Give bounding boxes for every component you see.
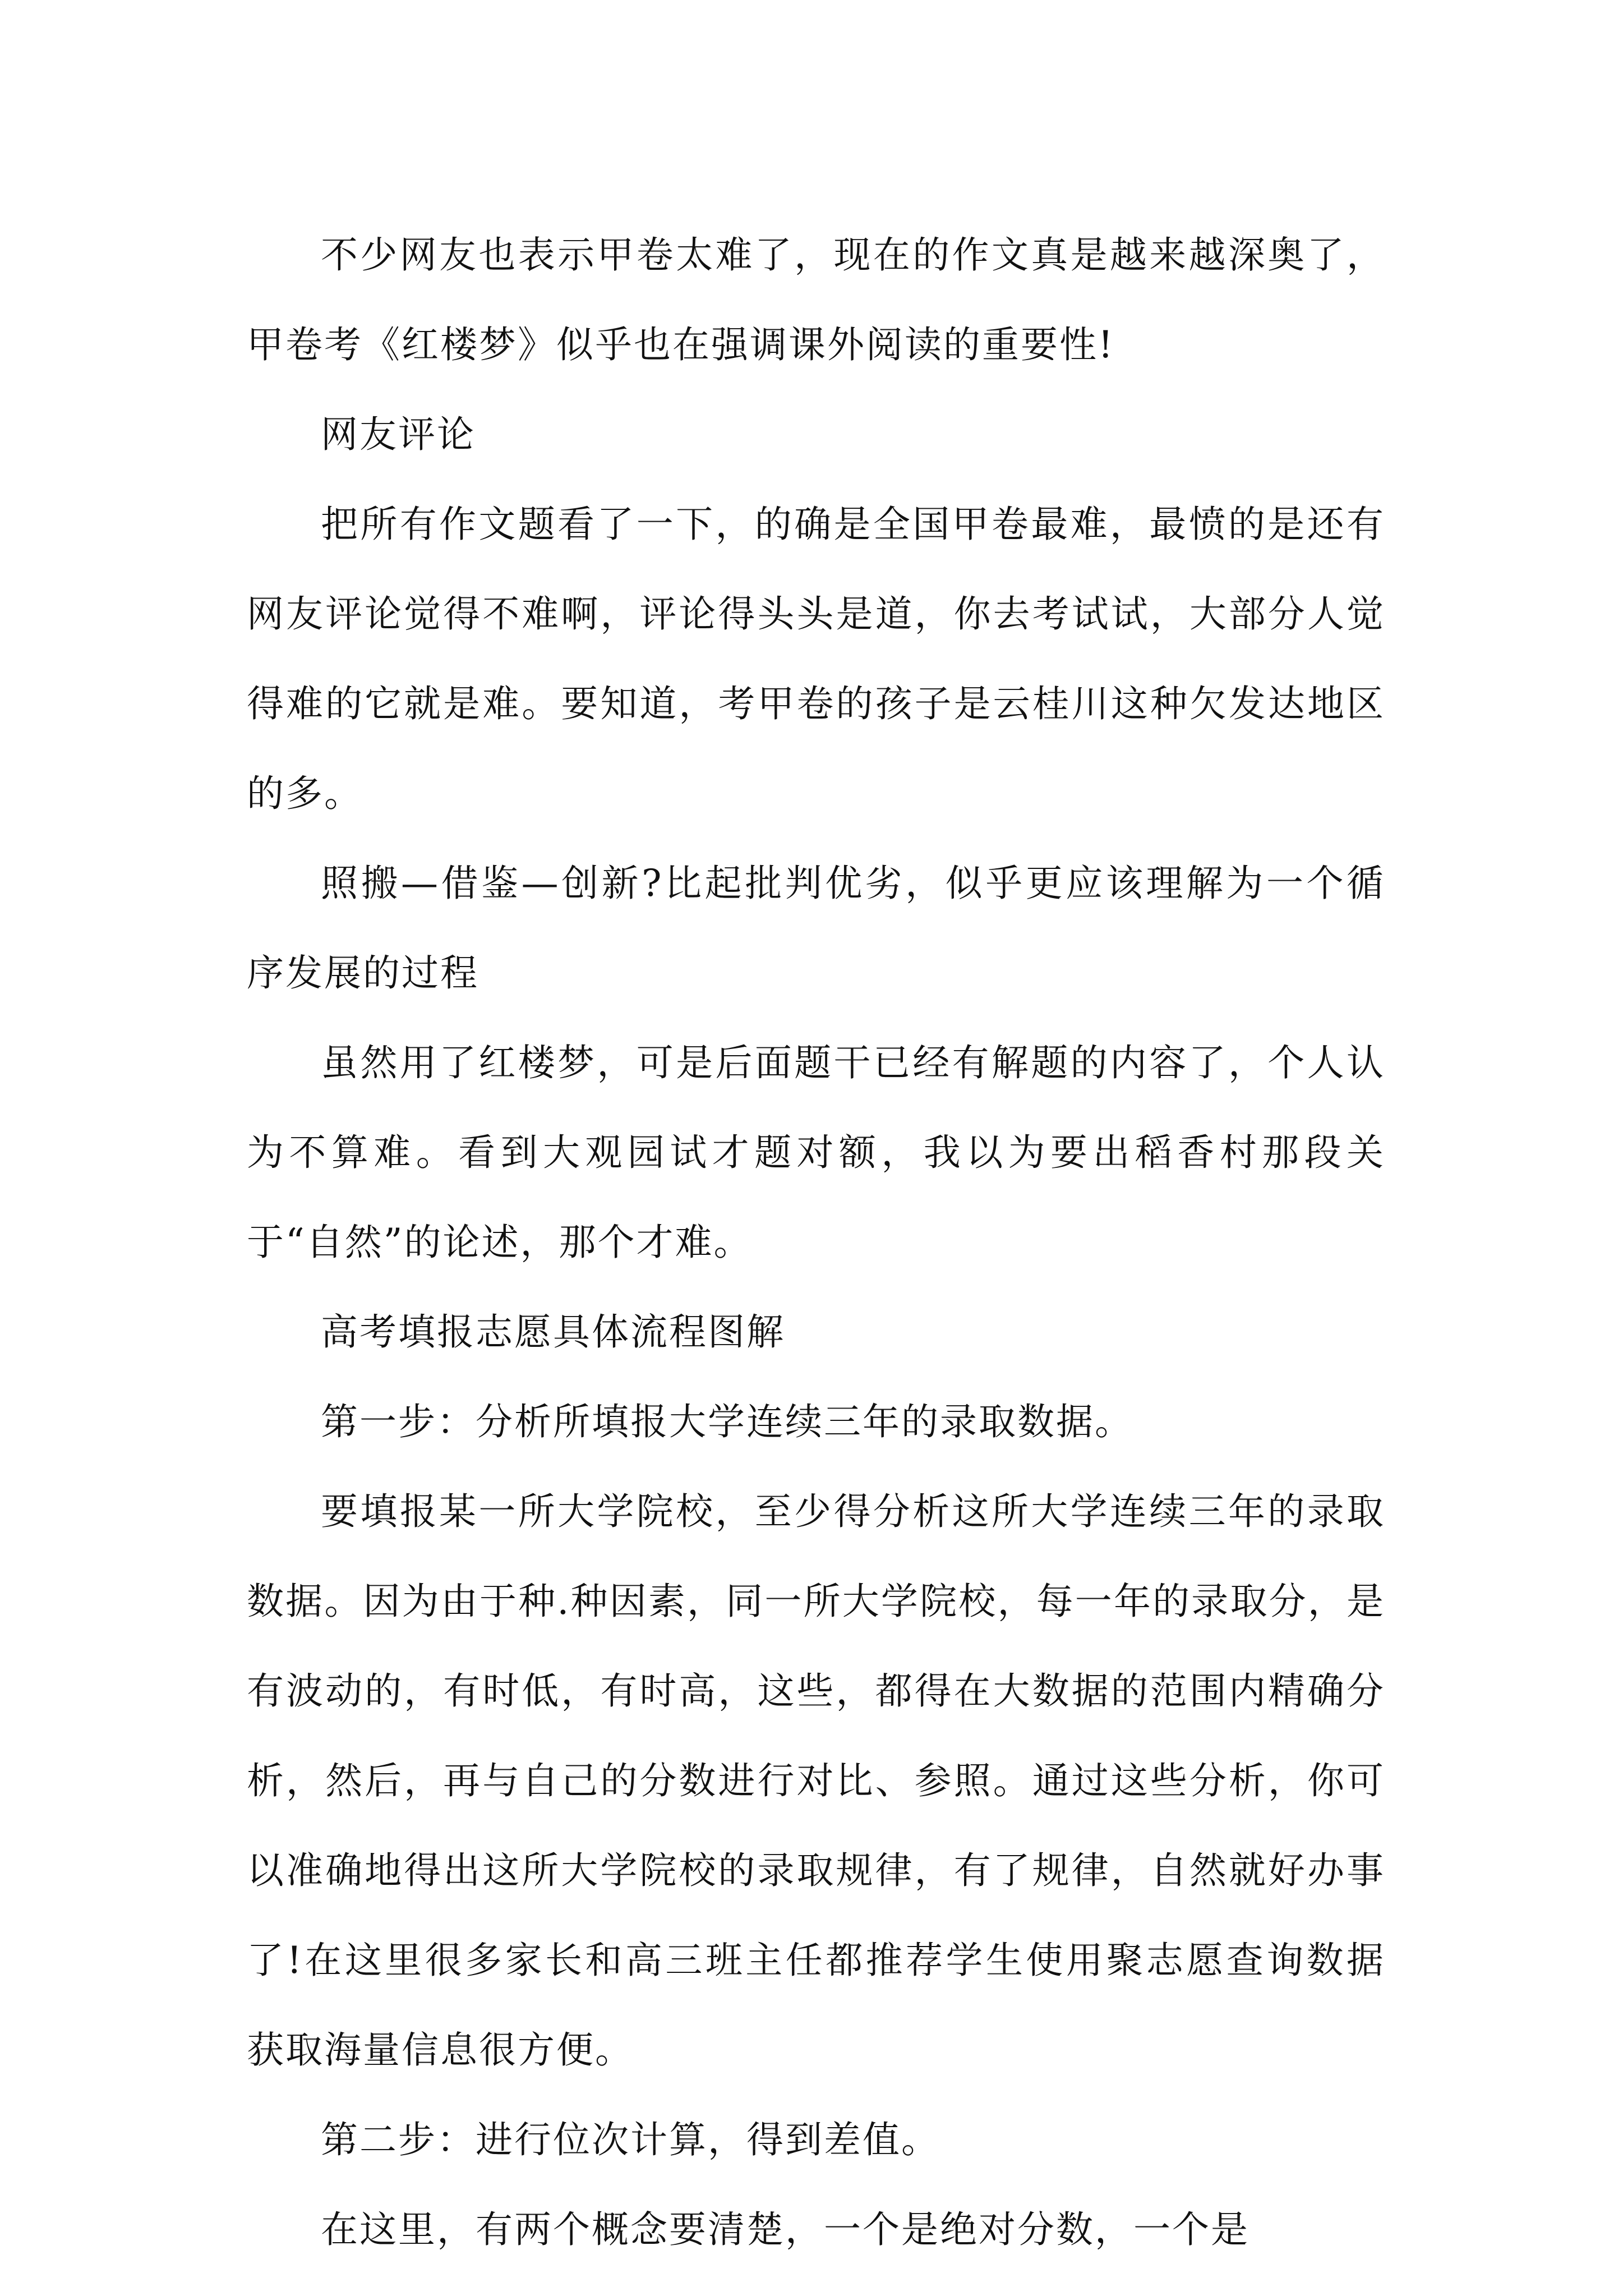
paragraph-heading-netizen-comments: 网友评论: [321, 413, 476, 456]
paragraph-netizens-opinion: 不少网友也表示甲卷太难了，现在的作文真是越来越深奥了，甲卷考《红楼梦》似乎也在强调课外阅读的重要性!: [247, 233, 1385, 366]
paragraph-comment-difficulty: 把所有作文题看了一下，的确是全国甲卷最难，最愤的是还有网友评论觉得不难啊，评论得头头是道，你去考试试，大部分人觉得难的它就是难。要知道，考甲卷的孩子是云桂川这种欠发达地区的多。: [247, 503, 1385, 815]
paragraph-step-two-detail: 在这里，有两个概念要清楚，一个是绝对分数，一个是: [321, 2208, 1249, 2251]
paragraph-comment-red-chamber: 虽然用了红楼梦，可是后面题干已经有解题的内容了，个人认为不算难。看到大观园试才题对额，我以为要出稻香村那段关于“自然”的论述，那个才难。: [247, 1041, 1385, 1264]
paragraph-step-one-detail: 要填报某一所大学院校，至少得分析这所大学连续三年的录取数据。因为由于种.种因素，同一所大学院校，每一年的录取分，是有波动的，有时低，有时高，这些，都得在大数据的范围内精确分析，然后，再与自己的分数进行对比、参照。通过这些分析，你可以准确地得出这所大学院校的录取规律，有了规律，自然就好办事了!在这里很多家长和高三班主任都推荐学生使用聚志愿查询数据获取海量信息很方便。: [247, 1490, 1385, 2072]
paragraph-step-two: 第二步：进行位次计算，得到差值。: [321, 2118, 940, 2161]
paragraph-heading-application-process: 高考填报志愿具体流程图解: [321, 1310, 785, 1354]
paragraph-step-one: 第一步：分析所填报大学连续三年的录取数据。: [321, 1400, 1133, 1443]
document-body: [247, 210, 1385, 2275]
paragraph-comment-imitate-innovate: 照搬—借鉴—创新?比起批判优劣，似乎更应该理解为一个循序发展的过程: [247, 862, 1385, 995]
